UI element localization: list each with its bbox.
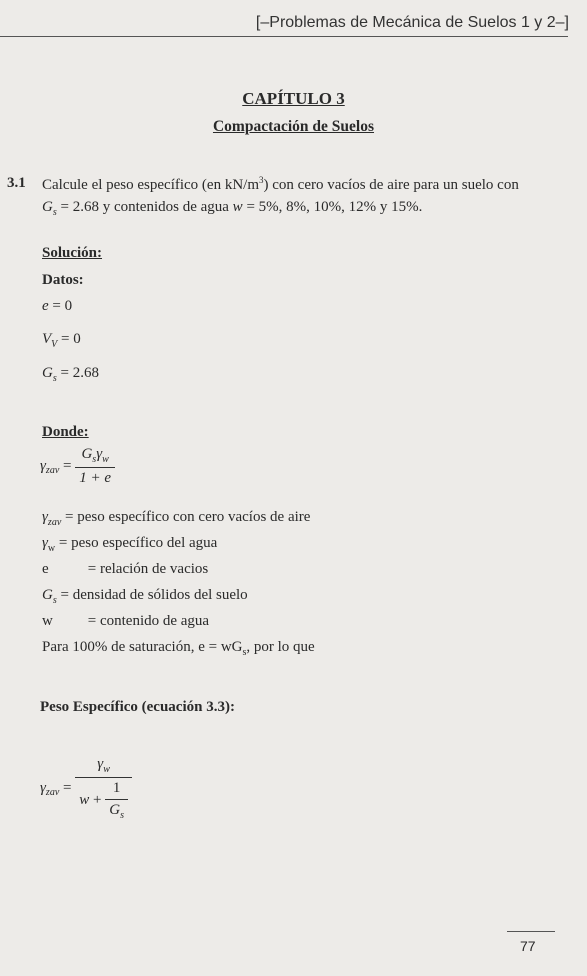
saturation-note: Para 100% de saturación, $e = wG_s$, por lo que <box>42 639 315 658</box>
solution-heading: Solución: <box>42 245 103 261</box>
data-heading: Datos: <box>42 272 84 288</box>
definition-gamma-w: $\gamma_w$ = peso específico del agua <box>42 535 218 554</box>
footer-rule <box>507 931 555 932</box>
definition-gamma-zav: $\gamma_{zav}$ = peso específico con cero vacíos de aire <box>42 509 311 528</box>
unit-weight-formula: $\gamma_{zav}$ = $\gamma_w$ w + $\frac{1}{G_s}$ <box>40 756 132 821</box>
problem-number: 3.1 <box>7 175 26 191</box>
chapter-title: CAPÍTULO 3 <box>242 89 345 108</box>
running-header: [–Problemas de Mecánica de Suelos 1 y 2–] <box>255 14 569 31</box>
given-vv: $V_V = 0$ <box>42 331 81 350</box>
zav-formula: $\gamma_{zav}$ = $\frac{G_s\gamma_w}{1 + e}$ <box>40 446 115 487</box>
problem-statement-line2: $G_s = 2.68$ y contenidos de agua w = 5%, 8%, 10%, 12% y 15%. <box>42 199 423 218</box>
header-rule <box>0 36 568 37</box>
problem-statement-line1: Calcule el peso específico (en $kN/m^3$) con cero vacíos de aire para un suelo con <box>42 175 519 193</box>
given-gs: $G_s = 2.68$ <box>42 365 99 384</box>
unit-weight-fraction: $\gamma_w$ w + $\frac{1}{G_s}$ <box>75 756 132 821</box>
definition-w: w = contenido de agua <box>42 613 210 629</box>
definition-e: e = relación de vacios <box>42 561 209 577</box>
given-e: e = 0 <box>42 298 73 314</box>
zav-fraction: $\frac{G_s\gamma_w}{1 + e}$ <box>75 446 115 487</box>
unit-weight-heading: Peso Específico (ecuación 3.3): <box>40 699 235 715</box>
definition-gs: $G_s$ = densidad de sólidos del suelo <box>42 587 248 606</box>
page-number: 77 <box>520 938 536 954</box>
where-heading: Donde: <box>42 424 89 440</box>
chapter-subtitle: Compactación de Suelos <box>212 118 375 135</box>
inner-fraction: $\frac{1}{G_s}$ <box>105 780 128 821</box>
